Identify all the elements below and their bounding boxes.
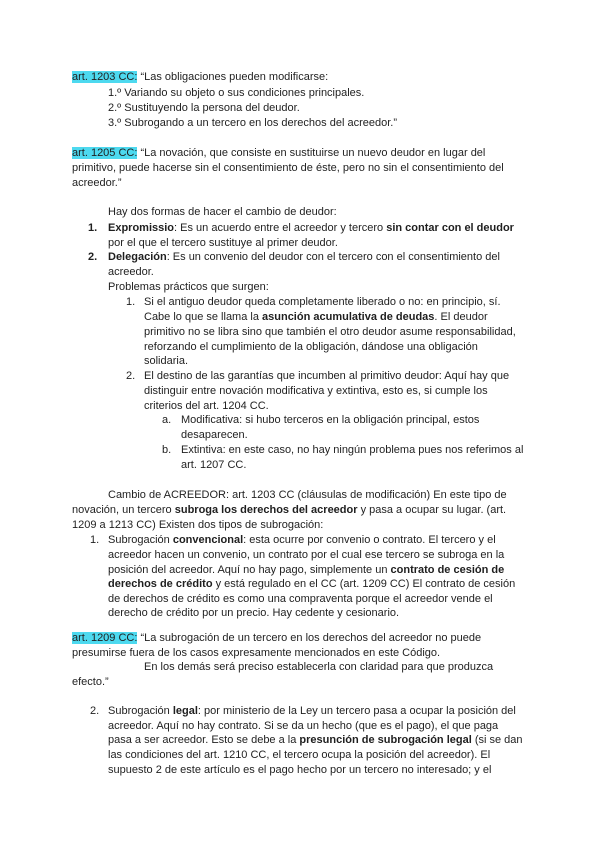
legal-text-3a: pasa a ser acreedor. Esto se debe a la xyxy=(108,734,300,746)
conv-text-1b: convencional xyxy=(172,534,244,546)
legal-text-3b: presunción de subrogación legal xyxy=(299,734,472,746)
conv-text-3b: contrato de cesión de xyxy=(390,564,505,576)
legal-text-1b: legal xyxy=(172,705,198,717)
legal-line-5: supuesto 2 de este artículo es el pago hecho por un tercero no interesado; y el xyxy=(108,764,492,776)
acreedor-text-2a: novación, un tercero xyxy=(72,504,175,516)
p1-text-2a: Cabe lo que se llama la xyxy=(144,311,263,323)
art1205-ref: art. 1205 CC: xyxy=(72,147,138,159)
expromissio-line-1 xyxy=(108,221,514,236)
conv-text-4b: y está regulado en el CC (art. 1209 CC) El contrato de cesión xyxy=(212,578,516,590)
conv-text-4a: derechos de crédito xyxy=(108,578,213,590)
legal-line-3 xyxy=(108,733,523,748)
art1205-line-2: primitivo, puede hacerse sin el consentimiento de éste, pero no sin el consentimiento del xyxy=(72,162,504,174)
legal-text-1c: : por ministerio de la Ley un tercero pasa a ocupar la posición del xyxy=(197,705,516,717)
art1203-item-1: 1.º Variando su objeto o sus condiciones principales. xyxy=(108,87,365,99)
conv-line-3 xyxy=(108,563,504,578)
art1205-text-1: “La novación, que consiste en sustituirse un nuevo deudor en lugar del xyxy=(137,147,486,159)
p2b-num: b. xyxy=(162,444,172,456)
p2-line-2: distinguir entre novación modificativa y extintiva, esto es, si cumple los xyxy=(144,385,488,397)
art1209-text-1: “La subrogación de un tercero en los derechos del acreedor no puede xyxy=(137,632,482,644)
legal-line-1 xyxy=(108,704,516,719)
p1-num: 1. xyxy=(126,296,136,308)
expromissio-text-1a: : Es un acuerdo entre el acreedor y tercero xyxy=(174,222,387,234)
art1203-line xyxy=(72,70,328,85)
art1209-line-1 xyxy=(72,631,481,646)
conv-text-3: posición del acreedor. Aquí no hay pago, simplemente un xyxy=(108,564,391,576)
conv-line-6: derecho de crédito por un precio. Hay cedente y cesionario. xyxy=(108,607,400,619)
p2a-line-1: Modificativa: si hubo terceros en la obligación principal, estos xyxy=(181,414,480,426)
conv-line-4 xyxy=(108,577,515,592)
p2b-line-2: art. 1207 CC. xyxy=(181,459,247,471)
delegacion-term: Delegación xyxy=(108,251,167,263)
art1209-line-2: presumirse fuera de los casos expresamente mencionados en este Código. xyxy=(72,647,441,659)
problemas-heading: Problemas prácticos que surgen: xyxy=(108,281,269,293)
legal-line-2: acreedor. Aquí no hay contrato. Si se da un hecho (que es el pago), el que paga xyxy=(108,720,499,732)
legal-line-4: las condiciones del art. 1210 CC, el tercero ocupa la posición del acreedor). El xyxy=(108,749,491,761)
delegacion-num: 2. xyxy=(88,251,98,263)
conv-text-1a: Subrogación xyxy=(108,534,173,546)
art1205-line-3: acreedor.” xyxy=(72,177,122,189)
p1-line-5: solidaria. xyxy=(144,355,189,367)
p1-line-2 xyxy=(144,310,488,325)
acreedor-text-2c: y pasa a ocupar su lugar. (art. xyxy=(357,504,507,516)
p1-text-2c: . El deudor xyxy=(434,311,488,323)
p2-line-3: criterios del art. 1204 CC. xyxy=(144,400,269,412)
expromissio-line-2: por el que el tercero sustituye al primer deudor. xyxy=(108,237,338,249)
art1209-line-3: En los demás será preciso establecerla con claridad para que produzca xyxy=(144,661,494,673)
p2-num: 2. xyxy=(126,370,136,382)
p2a-line-2: desaparecen. xyxy=(181,429,248,441)
p2a-num: a. xyxy=(162,414,172,426)
art1203-item-2: 2.º Sustituyendo la persona del deudor. xyxy=(108,102,300,114)
p2-line-1: El destino de las garantías que incumben al primitivo deudor: Aquí hay que xyxy=(144,370,510,382)
conv-line-1 xyxy=(108,533,496,548)
legal-text-1a: Subrogación xyxy=(108,705,173,717)
p1-text-2b: asunción acumulativa de deudas xyxy=(262,311,435,323)
delegacion-line-1 xyxy=(108,250,500,265)
p1-line-1: Si el antiguo deudor queda completamente liberado o no: en principio, sí. xyxy=(144,296,501,308)
art1209-line-4: efecto.” xyxy=(72,676,109,688)
p1-line-4: reforzando el cumplimiento de la obligación, dándose una obligación xyxy=(144,341,478,353)
art1205-line-1 xyxy=(72,146,485,161)
acreedor-text-2b: subroga los derechos del acreedor xyxy=(174,504,358,516)
acreedor-line-2 xyxy=(72,503,506,518)
conv-line-5: de derechos de crédito es como una compraventa porque el acreedor vende el xyxy=(108,593,493,605)
acreedor-line-3: 1209 a 1213 CC) Existen dos tipos de subrogación: xyxy=(72,519,324,531)
p1-line-3: primitivo no se libra sino que también el otro deudor asume responsabilidad, xyxy=(144,326,516,338)
conv-num: 1. xyxy=(90,534,100,546)
art1203-ref: art. 1203 CC: xyxy=(72,71,138,83)
art1203-quote: “Las obligaciones pueden modificarse: xyxy=(137,71,329,83)
p2b-line-1: Extintiva: en este caso, no hay ningún problema pues nos referimos al xyxy=(181,444,524,456)
conv-line-2: acreedor hacen un convenio, un contrato por el cual ese tercero se subroga en la xyxy=(108,549,505,561)
expromissio-text-1b: sin contar con el deudor xyxy=(386,222,514,234)
deudor-intro: Hay dos formas de hacer el cambio de deudor: xyxy=(108,206,337,218)
delegacion-line-2: acreedor. xyxy=(108,266,154,278)
legal-text-3c: (si se dan xyxy=(471,734,523,746)
art1209-ref: art. 1209 CC: xyxy=(72,632,138,644)
conv-text-1c: : esta ocurre por convenio o contrato. El tercero y el xyxy=(243,534,496,546)
expromissio-term: Expromissio xyxy=(108,222,175,234)
expromissio-num: 1. xyxy=(88,222,98,234)
acreedor-line-1: Cambio de ACREEDOR: art. 1203 CC (cláusulas de modificación) En este tipo de xyxy=(108,489,507,501)
delegacion-text-1: : Es un convenio del deudor con el tercero con el consentimiento del xyxy=(166,251,500,263)
art1203-item-3: 3.º Subrogando a un tercero en los derechos del acreedor.” xyxy=(108,117,397,129)
legal-num: 2. xyxy=(90,705,100,717)
